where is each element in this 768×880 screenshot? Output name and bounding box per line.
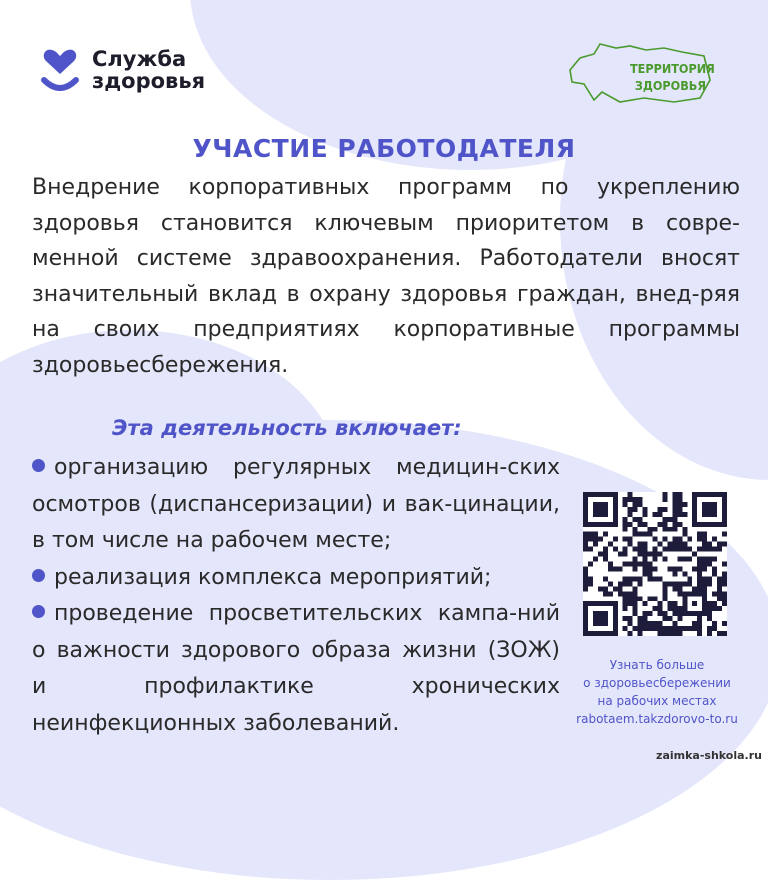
territoriya-zdorovya-logo [564, 40, 714, 104]
page-title: УЧАСТИЕ РАБОТОДАТЕЛЯ [192, 134, 576, 163]
qr-caption-line: о здоровьесбережении [583, 676, 731, 690]
list-item [32, 596, 560, 742]
logo-text: Служба здоровья [92, 47, 206, 93]
qr-caption [572, 656, 742, 728]
watermark: zaimka-shkola.ru [656, 749, 762, 762]
list-item [32, 450, 560, 560]
territory-logo-label: ТЕРРИТОРИЯ ЗДОРОВЬЯ [630, 61, 715, 93]
list-item-text: проведение просветительских кампа-ний о важности здорового образа жизни (ЗОЖ) и профилактике хронических неинфекционных заболеваний. [32, 601, 560, 736]
qr-caption-line: Узнать больше [609, 658, 705, 672]
list-item-text: организацию регулярных медицин-ских осмотров (диспансеризации) и вак-цинации, в том числе на рабочем месте; [32, 455, 560, 553]
bullet-icon [32, 459, 45, 472]
list-heading: Эта деятельность включает: [112, 416, 462, 440]
sluzhba-zdorovya-logo [38, 44, 222, 96]
heart-smile-icon [38, 44, 82, 96]
bullet-icon [32, 569, 45, 582]
activities-list [32, 450, 560, 742]
qr-caption-line: на рабочих местах [597, 694, 717, 708]
list-item-text: реализация комплекса мероприятий; [54, 564, 492, 590]
qr-code-icon[interactable] [583, 492, 727, 636]
list-item [32, 560, 560, 597]
bullet-icon [32, 605, 45, 618]
intro-paragraph: Внедрение корпоративных программ по укреплению здоровья становится ключевым приоритетом в совре-менной системе здравоохранения. Работодатели вносят значительный вклад в охрану здоровья граждан, внед-ряя на своих предприятиях корпоративные программы здоровьесбережения. [32, 175, 740, 378]
qr-caption-link[interactable]: rabotaem.takzdorovo-to.ru [576, 712, 738, 726]
